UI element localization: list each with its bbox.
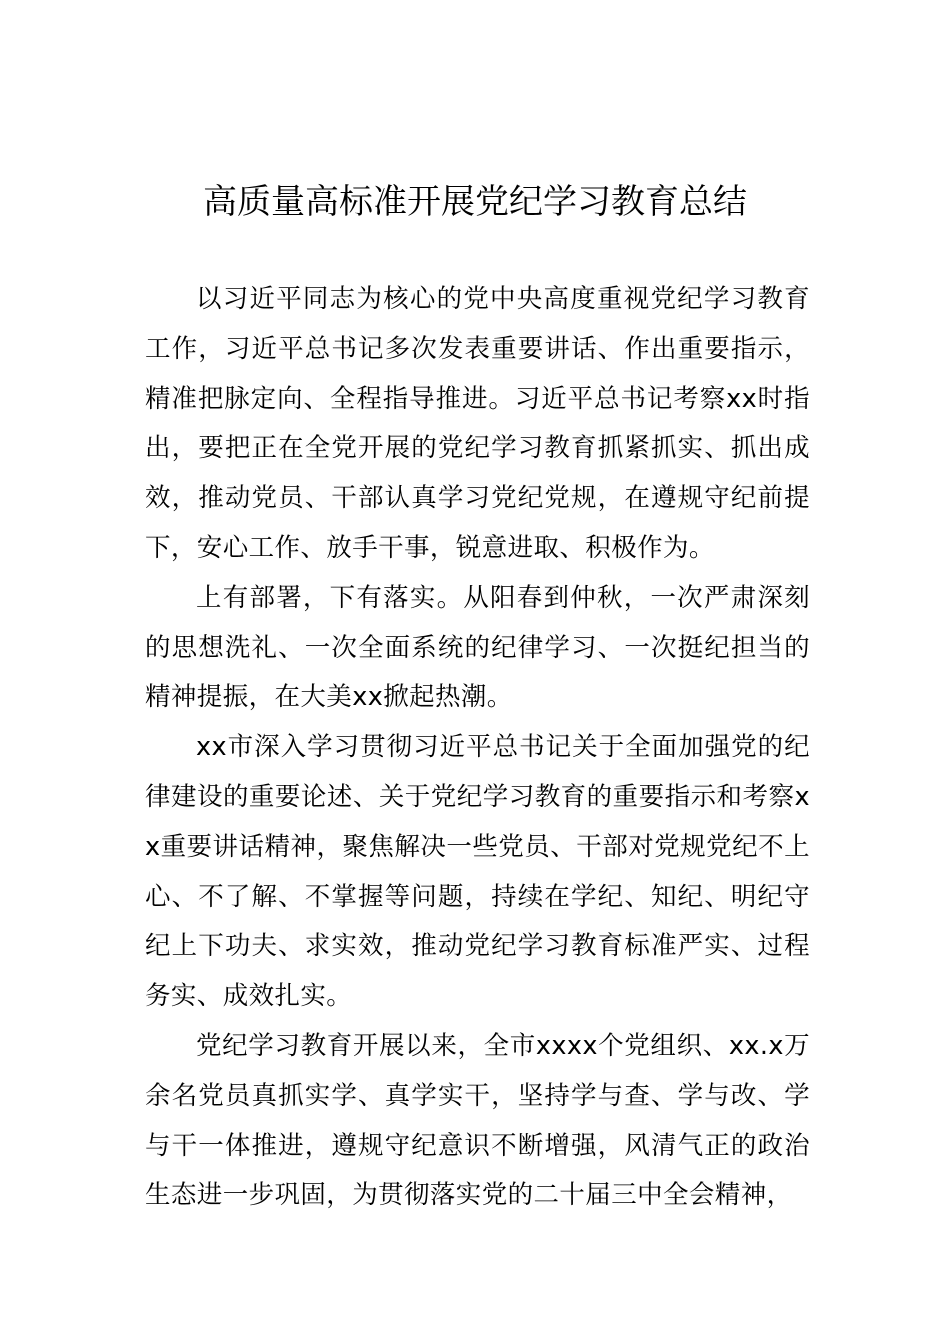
paragraph-3: xx市深入学习贯彻习近平总书记关于全面加强党的纪律建设的重要论述、关于党纪学习教育的重要指示和考察xx重要讲话精神，聚焦解决一些党员、干部对党规党纪不上心、不了解、不掌握等问题，持续在学纪、知纪、明纪守纪上下功夫、求实效，推动党纪学习教育标准严实、过程务实、成效扎实。 xyxy=(145,732,810,1012)
paragraph-4: 党纪学习教育开展以来，全市xxxx个党组织、xx.x万余名党员真抓实学、真学实干，坚持学与查、学与改、学与干一体推进，遵规守纪意识不断增强，风清气正的政治生态进一步巩固，为贯彻落实党的二十届三中全会精神， xyxy=(145,1030,810,1211)
paragraph-1: 以习近平同志为核心的党中央高度重视党纪学习教育工作，习近平总书记多次发表重要讲话、作出重要指示，精准把脉定向、全程指导推进。习近平总书记考察xx时指出，要把正在全党开展的党纪学习教育抓紧抓实、抓出成效，推动党员、干部认真学习党纪党规，在遵规守纪前提下，安心工作、放手干事，锐意进取、积极作为。 xyxy=(145,284,810,563)
document-body xyxy=(145,275,810,1221)
document-title: 高质量高标准开展党纪学习教育总结 xyxy=(203,182,747,222)
paragraph-2: 上有部署，下有落实。从阳春到仲秋，一次严肃深刻的思想洗礼、一次全面系统的纪律学习、一次挺纪担当的精神提振，在大美xx掀起热潮。 xyxy=(145,582,810,713)
